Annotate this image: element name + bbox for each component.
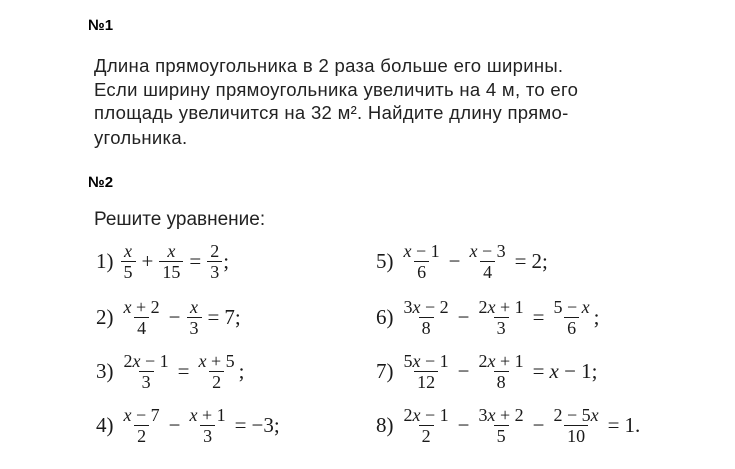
fraction-denominator: 2 <box>209 371 224 392</box>
equation-tail: 1. <box>624 413 641 437</box>
equation-number: 1) <box>96 249 114 273</box>
fraction <box>121 351 172 392</box>
fraction <box>401 405 452 446</box>
operator: = <box>607 413 620 437</box>
fraction-denominator: 15 <box>159 261 183 282</box>
fraction <box>121 405 163 446</box>
fraction <box>476 351 527 392</box>
equation-7 <box>376 351 598 392</box>
operator: − <box>168 413 181 437</box>
equation-6 <box>376 297 600 338</box>
equation-tail: ; <box>593 305 600 329</box>
fraction-numerator: 5 − x <box>553 297 590 317</box>
operator: − <box>457 413 470 437</box>
fraction <box>401 241 443 282</box>
equation-number: 4) <box>96 413 114 437</box>
fraction-numerator: x + 1 <box>189 405 226 425</box>
operator: − <box>532 413 545 437</box>
equation-number: 2) <box>96 305 114 329</box>
fraction-denominator: 2 <box>419 425 434 446</box>
equation-tail: ; <box>223 249 230 273</box>
operator: − <box>457 359 470 383</box>
fraction <box>401 351 452 392</box>
fraction-numerator: 2x + 1 <box>478 351 524 371</box>
equation-tail: ; <box>238 359 245 383</box>
equation-tail: −3; <box>251 413 280 437</box>
equation-number: 6) <box>376 305 394 329</box>
fraction-numerator: x <box>167 241 176 261</box>
equation-1 <box>96 241 229 282</box>
equation-number: 3) <box>96 359 114 383</box>
fraction <box>121 297 163 338</box>
fraction <box>187 405 229 446</box>
fraction-denominator: 4 <box>134 317 149 338</box>
equation-2 <box>96 297 241 338</box>
fraction-numerator: 5x − 1 <box>403 351 449 371</box>
fraction-numerator: 2 <box>210 241 220 261</box>
operator: = <box>177 359 190 383</box>
equation-tail: 2; <box>531 249 548 273</box>
equation-number: 5) <box>376 249 394 273</box>
fraction <box>196 351 238 392</box>
operator: = <box>532 359 545 383</box>
fraction-numerator: 2x − 1 <box>403 405 449 425</box>
fraction-denominator: 3 <box>187 317 202 338</box>
fraction-denominator: 2 <box>134 425 149 446</box>
operator: = <box>207 305 220 329</box>
fraction-numerator: x <box>124 241 132 261</box>
fraction-numerator: 2x + 1 <box>478 297 524 317</box>
fraction-numerator: x <box>190 297 198 317</box>
fraction-numerator: x − 3 <box>469 241 506 261</box>
operator: = <box>189 249 202 273</box>
fraction-denominator: 5 <box>121 261 136 282</box>
equation-3 <box>96 351 245 392</box>
problem-1-line: площадь увеличится на 32 м². Найдите длину прямо- <box>94 102 569 123</box>
fraction-denominator: 5 <box>494 425 509 446</box>
fraction-denominator: 8 <box>494 371 509 392</box>
fraction <box>401 297 452 338</box>
problem-1-line: Длина прямоугольника в 2 раза больше его ширины. <box>94 55 564 76</box>
fraction-numerator: 2x − 1 <box>123 351 169 371</box>
fraction <box>551 297 593 338</box>
fraction-numerator: x + 5 <box>198 351 235 371</box>
equation-number: 8) <box>376 413 394 437</box>
fraction <box>476 297 527 338</box>
fraction <box>121 241 136 282</box>
fraction-denominator: 6 <box>414 261 429 282</box>
operator: + <box>141 249 154 273</box>
problem-1-heading: №1 <box>88 17 114 34</box>
fraction <box>467 241 509 282</box>
equation-5 <box>376 241 548 282</box>
problem-2-instruction: Решите уравнение: <box>94 209 266 230</box>
fraction <box>476 405 527 446</box>
equation-tail: x − 1; <box>549 359 598 383</box>
fraction-denominator: 3 <box>200 425 215 446</box>
operator: − <box>457 305 470 329</box>
fraction-numerator: x + 2 <box>123 297 160 317</box>
operator: = <box>514 249 527 273</box>
fraction-denominator: 3 <box>207 261 222 282</box>
fraction-denominator: 8 <box>419 317 434 338</box>
fraction-denominator: 10 <box>564 425 588 446</box>
fraction-denominator: 3 <box>494 317 509 338</box>
fraction <box>159 241 183 282</box>
fraction-denominator: 12 <box>414 371 438 392</box>
equation-tail: 7; <box>224 305 241 329</box>
fraction-numerator: 3x − 2 <box>403 297 449 317</box>
fraction <box>551 405 602 446</box>
fraction-denominator: 6 <box>564 317 579 338</box>
operator: − <box>448 249 461 273</box>
equation-4 <box>96 405 280 446</box>
operator: − <box>168 305 181 329</box>
fraction-denominator: 3 <box>139 371 154 392</box>
fraction <box>207 241 222 282</box>
problem-1-line: угольника. <box>94 127 188 148</box>
problem-1-line: Если ширину прямоугольника увеличить на 4 м, то его <box>94 79 579 100</box>
equation-number: 7) <box>376 359 394 383</box>
fraction <box>187 297 202 338</box>
fraction-numerator: x − 1 <box>403 241 440 261</box>
fraction-denominator: 4 <box>480 261 495 282</box>
operator: = <box>234 413 247 437</box>
fraction-numerator: 2 − 5x <box>553 405 599 425</box>
equation-8 <box>376 405 640 446</box>
fraction-numerator: x − 7 <box>123 405 160 425</box>
operator: = <box>532 305 545 329</box>
problem-2-heading: №2 <box>88 174 114 191</box>
fraction-numerator: 3x + 2 <box>478 405 524 425</box>
